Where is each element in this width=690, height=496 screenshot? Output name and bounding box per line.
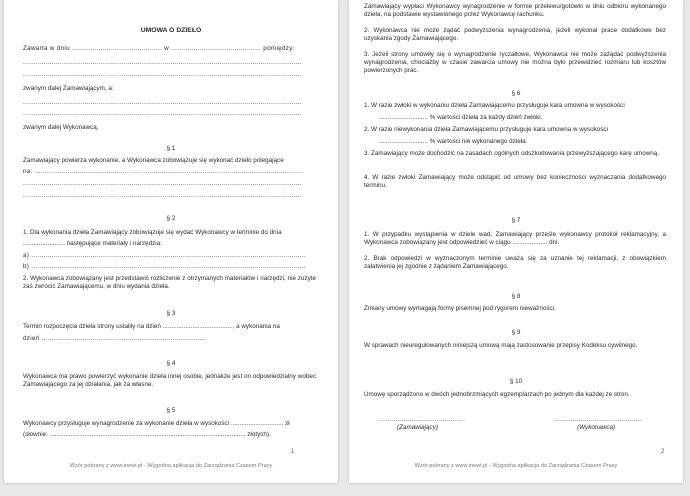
contract-date-place-line: Zawarta w dniu ............................................ w ............................................ pomiędzy: <box>23 45 295 52</box>
section-7-p1: 1. W przypadku wystąpienia w dziele wad, Zamawiający prześle wykonawcy protokół reklamacyjny, a Wykonawca zobowiązany jest odpowiedzieć w ciągu .................... dni. <box>364 231 666 246</box>
signature-label-zamawiajacy: (Zamawiający) <box>397 424 438 431</box>
section-6-p2a: 2. W razie niewykonania dzieła Zamawiającemu przysługuje kara umowna w wysokości <box>364 126 608 133</box>
payment-text-2: 2. Wykonawca nie może żądać podwyższenia wynagrodzenia, jeżeli wykonał prace dodatkowe bez uzyskania zgody Zamawiającego. <box>364 27 666 42</box>
section-1-blank-na: na: ................................................................................................................................... <box>23 168 304 175</box>
section-8-heading: § 8 <box>511 293 521 300</box>
section-10-text: Umowę sporządzono w dwóch jednobrzmiących egzemplarzach po jednym dla każdej ze stron. <box>364 391 630 398</box>
party1-label: zwanym dalej Zamawiającym, a: <box>23 85 114 92</box>
section-2-p1b: ........................ następujące materiały i narzędzia: <box>23 240 162 247</box>
page-number: 1 <box>291 449 295 455</box>
section-6-p1a: 1. W razie zwłoki w wykonaniu dzieła Zamawiającemu przysługuje kara umowna w wysokości <box>364 102 625 109</box>
section-5-line-b: (słownie: ................................................................................................................ złotych). <box>23 431 271 438</box>
page-footer: Wzór pobrany z www.inewi.pl - Wygodna aplikacja do Zarządzania Czasem Pracy <box>69 463 273 469</box>
document-page-2 <box>349 0 683 483</box>
section-6-p3: 3. Zamawiający może dochodzić na zasadach ogólnych odszkodowania przewyższającego karę umowną. <box>364 150 660 157</box>
section-6-heading: § 6 <box>511 90 521 97</box>
section-4-text: Wykonawca ma prawo powierzyć wykonanie dzieła innej osobie, jednakże jest on odpowiedzialny wobec Zamawiającego za jej działania, jak za własne. <box>23 373 316 388</box>
section-2-item-b: b) ...................................................................................................................................... <box>23 263 306 270</box>
party1-blank-2: ........................................................................................................................................ <box>23 71 302 78</box>
signature-label-wykonawca: (Wykonawca) <box>577 424 616 431</box>
signature-line-right: ........................................... <box>554 416 643 423</box>
section-4-heading: § 4 <box>166 360 176 367</box>
document-page-1 <box>4 0 338 483</box>
party2-blank-1: ........................................................................................................................................ <box>23 99 302 106</box>
section-1-blank-2: ........................................................................................................................................ <box>23 180 302 187</box>
section-2-item-a: a) ...................................................................................................................................... <box>23 252 306 259</box>
page-number: 2 <box>661 449 665 455</box>
section-2-p1a: 1. Dla wykonania dzieła Zamawiający zobowiązuje się wydać Wykonawcy w terminie do dnia <box>23 229 282 236</box>
party2-label: zwanym dalej Wykonawcą. <box>23 124 99 131</box>
section-6-p1b: ............................ % wartości dzieła za każdy dzień zwłoki. <box>379 114 543 121</box>
section-7-p2: 2. Brak odpowiedzi w wyznaczonym terminie uważa się za uznanie tej reklamacji, z obowiązkiem załatwienia jej zgodnie z żądaniem Zamawiającego. <box>364 255 666 270</box>
signature-line-left: ........................................... <box>377 416 466 423</box>
section-9-heading: § 9 <box>511 329 521 336</box>
section-9-text: W sprawach nieuregulowanych niniejszą umową mają zastosowanie przepisy Kodeksu cywilnego. <box>364 342 638 349</box>
section-3-heading: § 3 <box>166 310 176 317</box>
document-title: UMOWA O DZIEŁO <box>140 27 202 34</box>
section-8-text: Zmiany umowy wymagają formy pisemnej pod rygorem nieważności. <box>364 305 556 312</box>
section-1-text: Zamawiający powierza wykonanie, a Wykonawca zobowiązuje się wykonać dzieło polegające <box>23 157 284 164</box>
party1-blank-1: ........................................................................................................................................ <box>23 59 302 66</box>
section-2-p2: 2. Wykonawca zobowiązany jest przedstawić rozliczenie z otrzymanych materiałów i narzędzi, nie zużyte zaś zwrócić Zamawiającemu, w dniu wydania dzieła. <box>23 275 316 290</box>
section-2-heading: § 2 <box>166 215 176 222</box>
section-1-heading: § 1 <box>166 145 176 152</box>
payment-text-3: 3. Jeżeli strony umówiły się o wynagrodzenie ryczałtowe, Wykonawca nie może zażądać podwyższenia wynagrodzenia, chociażby w czasie zawarcia umowy nie można było przewidzieć rozmiaru lub kosztów powierzonych prac. <box>364 51 666 74</box>
section-3-line-a: Termin rozpoczęcia dzieła strony ustaliły na dzień ........................................, a wykonania na <box>23 323 280 330</box>
payment-text: Zamawiający wypłaci Wykonawcy wynagrodzenie w formie przelewu/gotówki w dniu odbioru wykonanego dzieła, na podstawie wystawionego przez Wykonawcę rachunku. <box>364 3 666 18</box>
section-6-p2b: ............................ % wartości nie wykonanego dzieła. <box>379 138 528 145</box>
section-5-heading: § 5 <box>166 407 176 414</box>
section-5-line-a: Wykonawcy przysługuje wynagrodzenie za wykonanie dzieła w wysokości .............................. zł <box>23 420 290 427</box>
section-7-heading: § 7 <box>511 217 521 224</box>
section-6-p4: 4. W razie zwłoki Zamawiający może odstąpić od umowy bez konieczności wyznaczania dodatkowego terminu. <box>364 174 666 189</box>
page-footer: Wzór pobrany z www.inewi.pl - Wygodna aplikacja do Zarządzania Czasem Pracy <box>414 463 618 469</box>
section-10-heading: § 10 <box>509 378 523 385</box>
section-1-blank-3: ........................................................................................................................................ <box>23 192 302 199</box>
section-3-line-b: dzień ................................................................................ <box>23 335 206 342</box>
party2-blank-2: ........................................................................................................................................ <box>23 110 302 117</box>
